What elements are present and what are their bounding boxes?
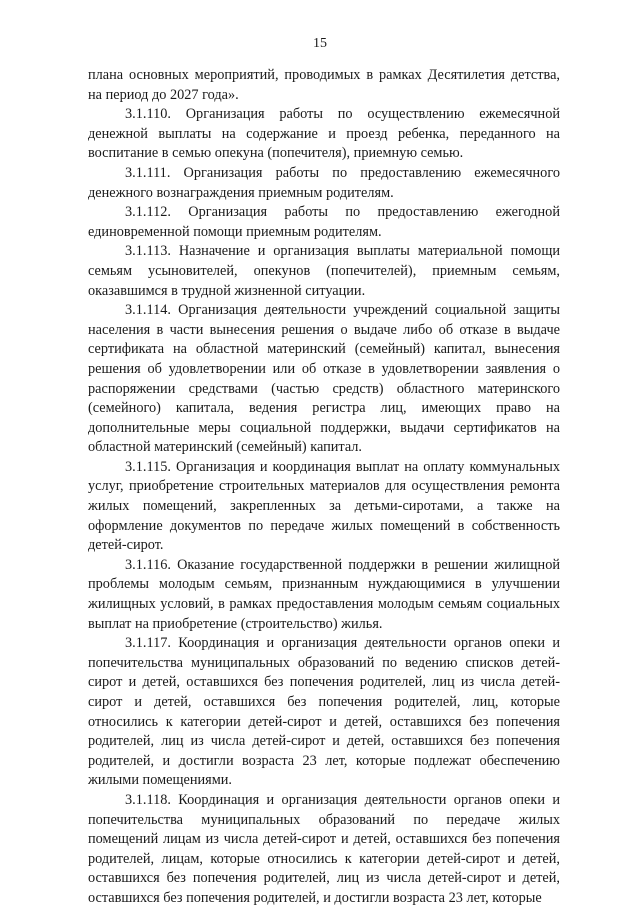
paragraph-3-1-114: 3.1.114. Организация деятельности учреждений социальной защиты населения в части вынесения решения о выдаче либо об отказе в выдаче сертификата на областной материнский (семейный) капитал, вынесения решения об удовлетворении или об отказе в удовлетворении заявления о распоряжении средствами (частью средств) областного материнского (семейного) капитала, ведения регистра лиц, имеющих право на дополнительные меры социальной поддержки, выдачи сертификатов на областной материнский (семейный) капитал.: [88, 302, 560, 456]
paragraph-3-1-113: 3.1.113. Назначение и организация выплаты материальной помощи семьям усыновителей, опекунов (попечителей), приемным семьям, оказавшимся в трудной жизненной ситуации.: [88, 243, 560, 299]
paragraph-3-1-116: 3.1.116. Оказание государственной поддержки в решении жилищной проблемы молодым семьям, признанным нуждающимися в улучшении жилищных условий, в рамках предоставления молодым семьям социальных выплат на приобретение (строительство) жилья.: [88, 556, 560, 632]
document-body: [88, 66, 560, 909]
paragraph-continuation: плана основных мероприятий, проводимых в рамках Десятилетия детства, на период до 2027 года».: [88, 67, 560, 103]
paragraph-3-1-112: 3.1.112. Организация работы по предоставлению ежегодной единовременной помощи приемным родителям.: [88, 204, 560, 240]
page-number: 15: [313, 36, 327, 51]
paragraph-3-1-110: 3.1.110. Организация работы по осуществлению ежемесячной денежной выплаты на содержание и проезд ребенка, переданного на воспитание в семью опекуна (попечителя), приемную семью.: [88, 106, 560, 162]
paragraph-3-1-111: 3.1.111. Организация работы по предоставлению ежемесячного денежного вознаграждения приемным родителям.: [88, 164, 560, 201]
paragraph-3-1-115: 3.1.115. Организация и координация выплат на оплату коммунальных услуг, приобретение строительных материалов для осуществления ремонта жилых помещений, закрепленных за детьми-сиротами, а также на оформление документов по передаче жилых помещений в собственность детей-сирот.: [88, 458, 560, 554]
paragraph-3-1-118: 3.1.118. Координация и организация деятельности органов опеки и попечительства муниципальных образований по передаче жилых помещений лицам из числа детей-сирот и детей, оставшихся без попечения родителей, лицам, которые относились к категории детей-сирот и детей, оставшихся без попечения родителей, лиц из числа детей-сирот и детей, оставшихся без попечения родителей, и достигли возраста 23 лет, которые: [88, 791, 560, 906]
paragraph-3-1-117: 3.1.117. Координация и организация деятельности органов опеки и попечительства муниципальных образований по ведению списков детей-сирот и детей, оставшихся без попечения родителей, лиц из числа детей-сирот и детей, оставшихся без попечения родителей, лиц, которые относились к категории детей-сирот и детей, оставшихся без попечения родителей, лиц из числа детей-сирот и детей, оставшихся без попечения родителей, и достигли возраста 23 лет, которые подлежат обеспечению жилыми помещениями.: [88, 635, 560, 789]
